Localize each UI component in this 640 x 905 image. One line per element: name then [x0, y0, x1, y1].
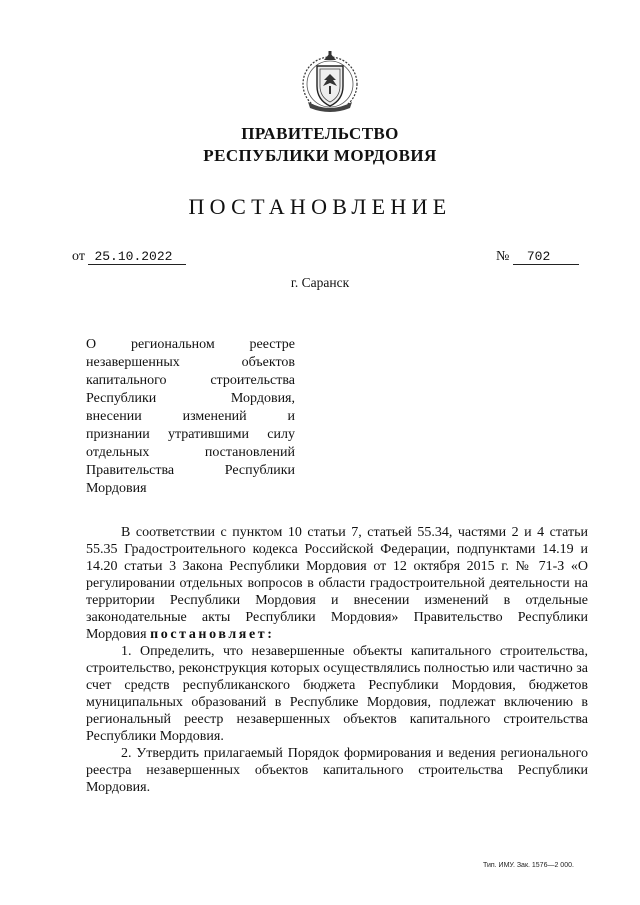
preamble-paragraph	[86, 524, 588, 643]
subject-line: внесении изменений и	[86, 409, 295, 424]
resolve-word: постановляет:	[150, 627, 275, 642]
subject-line: Республики Мордовия,	[86, 391, 295, 406]
decree-subject	[86, 336, 295, 498]
preamble-text: В соответствии с пунктом 10 статьи 7, статьей 55.34, частями 2 и 4 статьи 55.35 Градостроительного кодекса Российской Федерации, подпунктами 14.19 и 14.20 статьи 3 Закона Республики Мордовия от 12 октября 2015 г. № 71-З «О регулировании отдельных вопросов в области градостроительной деятельности на территории Республики Мордовия и внесении изменений в отдельные законодательные акты Республики Мордовия» Правительство Республики Мордовия	[86, 525, 588, 642]
subject-line: Мордовия	[86, 481, 147, 496]
subject-line: незавершенных объектов	[86, 355, 295, 370]
city-line: г. Саранск	[290, 275, 350, 290]
subject-line: отдельных постановлений	[86, 445, 295, 460]
document-type-title: ПОСТАНОВЛЕНИЕ	[188, 194, 452, 219]
government-title-line2: РЕСПУБЛИКИ МОРДОВИЯ	[203, 146, 437, 165]
coat-of-arms-icon	[300, 50, 360, 114]
decree-body	[86, 524, 588, 796]
subject-line: признании утратившими силу	[86, 427, 295, 442]
government-title-line1: ПРАВИТЕЛЬСТВО	[241, 124, 399, 143]
subject-line: О региональном реестре	[86, 337, 295, 352]
date-prefix: от	[72, 249, 85, 264]
subject-line: капитального строительства	[86, 373, 295, 388]
decree-number	[496, 249, 579, 265]
number-value: 702	[513, 249, 579, 265]
item-1-paragraph: 1. Определить, что незавершенные объекты капитального строительства, строительство, реконструкция которых осуществлялись полностью или частично за счет средств республиканского бюджета Республики Мордовия, бюджетов муниципальных образований в Республике Мордовия, подлежат включению в региональный реестр незавершенных объектов капитального строительства Республики Мордовия.	[86, 644, 588, 744]
decree-date	[72, 249, 186, 265]
item-2-paragraph: 2. Утвердить прилагаемый Порядок формирования и ведения регионального реестра незавершенных объектов капитального строительства Республики Мордовия.	[86, 746, 588, 795]
subject-line: Правительства Республики	[86, 463, 295, 478]
date-value: 25.10.2022	[88, 249, 186, 265]
print-mark: Тип. ИМУ. Зак. 1576—2 000.	[483, 862, 574, 869]
number-prefix: №	[496, 249, 510, 264]
